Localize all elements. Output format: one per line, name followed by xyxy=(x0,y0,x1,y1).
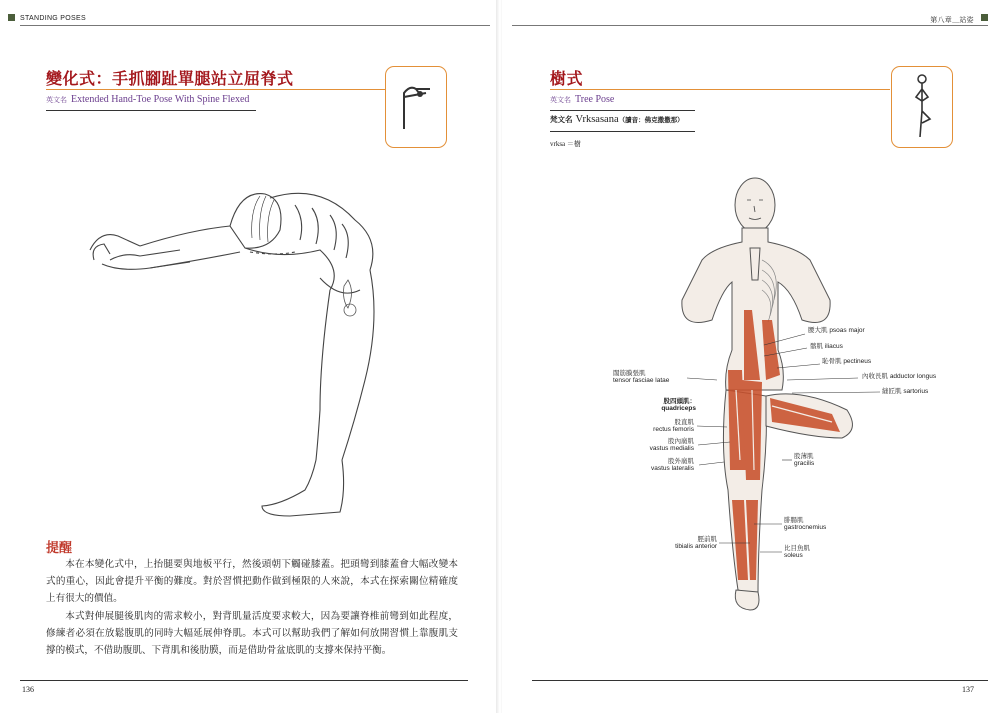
english-name-line: 英文名 Tree Pose xyxy=(550,94,615,105)
running-head: STANDING POSES xyxy=(20,15,86,22)
footer-rule xyxy=(20,680,468,681)
label-gastrocnemius: 腓腸肌 gastrocnemius xyxy=(784,517,827,532)
tips-heading: 提醒 xyxy=(46,541,73,556)
pose-title: 樹式 xyxy=(550,69,584,88)
page-number: 136 xyxy=(22,685,34,694)
pose-thumbnail-figure xyxy=(386,67,446,147)
label-rectus-femoris: 股直肌 rectus femoris xyxy=(653,419,694,434)
pose-thumbnail xyxy=(385,66,447,148)
pose-title: 變化式：手抓腳趾單腿站立屈脊式 xyxy=(46,69,294,88)
label-tfl: 闊筋膜張肌 tensor fasciae latae xyxy=(613,370,670,385)
label-vastus-lateralis: 股外廣肌 vastus lateralis xyxy=(651,458,694,473)
label-leader-lines xyxy=(502,0,1000,713)
left-page xyxy=(0,0,498,713)
header-rule xyxy=(20,25,490,26)
label-psoas: 腰大肌 psoas major xyxy=(808,327,865,334)
label-soleus: 比目魚肌 soleus xyxy=(784,545,810,560)
forward-bend-illustration xyxy=(80,160,410,520)
sanskrit-name-line: 梵文名 Vrksasana（讀音：佛克撒撒那） xyxy=(550,114,684,125)
page-number: 137 xyxy=(962,685,974,694)
label-gracilis: 股薄肌 gracilis xyxy=(794,453,815,468)
label-sartorius: 縫匠肌 sartorius xyxy=(882,388,929,395)
footer-rule xyxy=(532,680,988,681)
tips-paragraph-1: 本在本變化式中，上抬腿要與地板平行，然後頭朝下觸碰膝蓋。把頭彎到膝蓋會大幅改變本式的重心，因此會提升平衡的難度。對於習慣把動作做到極限的人來說，本式在探索關位精確度上有很大的價值。 xyxy=(46,559,458,605)
label-quadriceps: 股四頭肌： quadriceps xyxy=(661,398,696,413)
title-underline xyxy=(46,89,386,90)
label-iliacus: 髂肌 iliacus xyxy=(810,343,843,350)
running-head: 第八章＿站姿 xyxy=(930,17,974,24)
label-pectineus: 恥骨肌 pectineus xyxy=(822,358,872,365)
section-marker xyxy=(8,14,15,21)
subtitle-rule xyxy=(46,110,256,111)
english-name-line: 英文名 Extended Hand-Toe Pose With Spine Flexed xyxy=(46,94,250,105)
label-tibialis-anterior: 脛前肌 tibialis anterior xyxy=(675,536,717,551)
label-vastus-medialis: 股內廣肌 vastus medialis xyxy=(649,438,694,453)
label-adductor-longus: 內收長肌 adductor longus xyxy=(862,373,937,380)
etymology: vrksa ＝樹 xyxy=(550,140,581,148)
right-page xyxy=(502,0,1000,713)
tips-paragraph-2: 本式對伸展腿後肌肉的需求較小，對背肌量活度要求較大，因為要讓脊椎前彎到如此程度，修練者必須在放鬆腹肌的同時大幅延展伸脊肌。本式可以幫助我們了解如何放開習慣上靠腹肌支撐的模式，不借助腹肌、下背肌和後肋膜，而是借助骨盆底肌的支撐來保持平衡。 xyxy=(46,611,458,657)
